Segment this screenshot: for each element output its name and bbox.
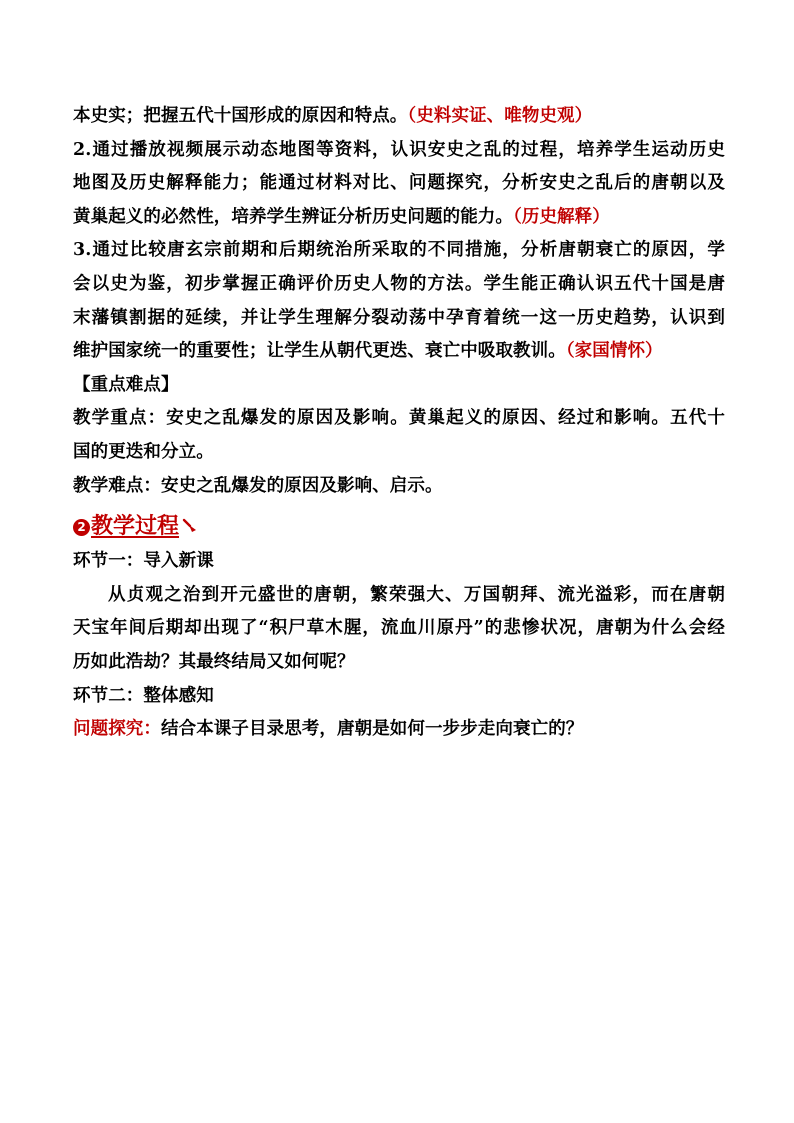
key-points-heading: 【重点难点】 (73, 374, 179, 395)
objective-2-line-a: 2.通过播放视频展示动态地图等资料，认识安史之乱的过程，培养学生运动历史 (73, 139, 725, 160)
objective-3-line-a: 3.通过比较唐玄宗前期和后期统治所采取的不同措施，分析唐朝衰亡的原因，学 (73, 240, 725, 261)
objective-line-1 (73, 100, 725, 134)
objective-1-text: 本史实；把握五代十国形成的原因和特点。 (73, 106, 408, 126)
objective-2-line-b: 地图及历史解释能力；能通过材料对比、问题探究，分析安史之乱后的唐朝以及 (73, 173, 725, 194)
step-1-paragraph-line-b: 天宝年间后期却出现了“积尸草木腥，流血川原丹”的悲惨状况，唐朝为什么会经 (73, 618, 725, 639)
brush-icon (181, 509, 199, 547)
literacy-tag-3: （家国情怀） (565, 341, 663, 362)
objective-3-line-d (73, 335, 725, 369)
teaching-difficulty: 教学难点：安史之乱爆发的原因及影响、启示。 (73, 475, 443, 496)
objective-2-text: 黄巢起义的必然性，培养学生辨证分析历史问题的能力。 (73, 206, 513, 227)
inquiry-question: 结合本课子目录思考，唐朝是如何一步步走向衰亡的？ (161, 719, 584, 740)
objective-3-text: 维护国家统一的重要性；让学生从朝代更迭、衰亡中吸取教训。 (73, 341, 566, 362)
literacy-tag-1: （史料实证、唯物史观） (407, 106, 593, 126)
objective-3-line-b: 会以史为鉴，初步掌握正确评价历史人物的方法。学生能正确认识五代十国是唐 (73, 273, 725, 294)
teaching-focus-line-b: 国的更迭和分立。 (73, 441, 214, 462)
step-2-title: 环节二：整体感知 (73, 685, 214, 706)
section-heading-teaching-process (73, 507, 725, 545)
literacy-tag-2: （历史解释） (513, 206, 610, 227)
section-number-badge: 2 (73, 519, 90, 536)
teaching-focus-line-a: 教学重点：安史之乱爆发的原因及影响。黄巢起义的原因、经过和影响。五代十 (73, 408, 725, 429)
step-1-paragraph-line-c: 历如此浩劫？其最终结局又如何呢？ (73, 651, 355, 672)
step-1-paragraph-line-a: 从贞观之治到开元盛世的唐朝，繁荣强大、万国朝拜、流光溢彩，而在唐朝 (108, 584, 725, 605)
inquiry-label: 问题探究： (73, 719, 161, 740)
step-1-title: 环节一：导入新课 (73, 551, 214, 572)
objective-2-line-c (73, 201, 725, 235)
objective-3-line-c: 末藩镇割据的延续，并让学生理解分裂动荡中孕育着统一这一历史趋势，认识到 (73, 307, 725, 328)
inquiry-line (73, 713, 725, 747)
document-page (73, 100, 725, 747)
section-heading-text: 教学过程 (91, 513, 180, 540)
